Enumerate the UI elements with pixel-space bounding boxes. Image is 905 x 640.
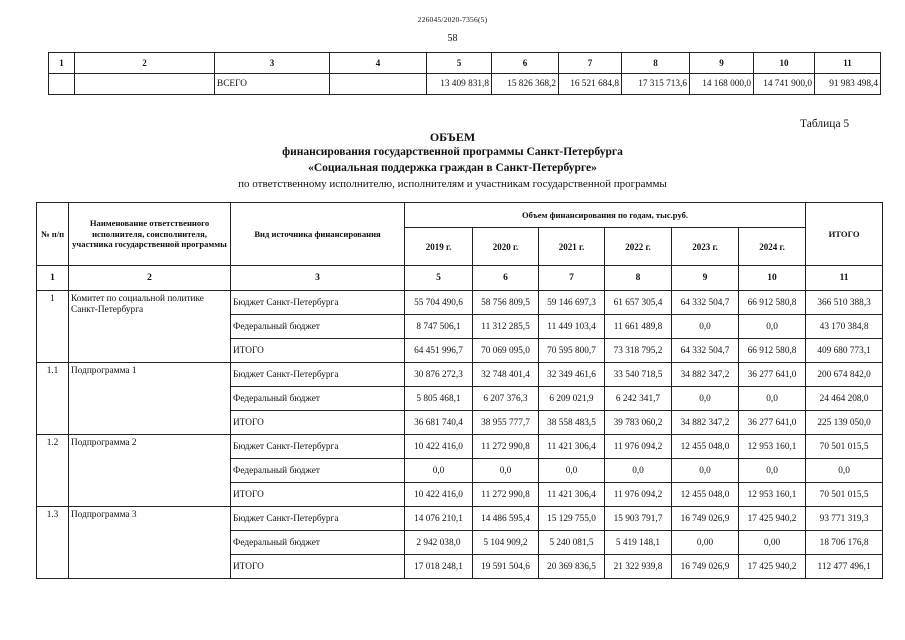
year-value: 0,0 — [539, 459, 605, 483]
executor-name: Подпрограмма 3 — [69, 507, 231, 579]
year-value: 5 419 148,1 — [605, 531, 672, 555]
year-value: 11 272 990,8 — [473, 483, 539, 507]
row-total: 112 477 496,1 — [806, 555, 883, 579]
column-number: 1 — [37, 266, 69, 291]
funding-source: Бюджет Санкт-Петербурга — [231, 507, 405, 531]
row-total: 225 139 050,0 — [806, 411, 883, 435]
year-value: 58 756 809,5 — [473, 291, 539, 315]
table-cell — [330, 74, 427, 95]
row-total: 43 170 384,8 — [806, 315, 883, 339]
row-code: 1.1 — [37, 363, 69, 435]
year-value: 0,0 — [672, 387, 739, 411]
funding-source: ИТОГО — [231, 555, 405, 579]
year-value: 16 749 026,9 — [672, 507, 739, 531]
continuation-table — [48, 52, 881, 95]
header-volume: Объем финансирования по годам, тыс.руб. — [405, 203, 806, 228]
year-value: 59 146 697,3 — [539, 291, 605, 315]
column-number: 11 — [806, 266, 883, 291]
year-value: 12 953 160,1 — [739, 435, 806, 459]
funding-source: Бюджет Санкт-Петербурга — [231, 435, 405, 459]
year-value: 12 953 160,1 — [739, 483, 806, 507]
executor-name: Подпрограмма 2 — [69, 435, 231, 507]
year-value: 11 976 094,2 — [605, 483, 672, 507]
continuation-header-row — [49, 53, 881, 74]
year-value: 0,00 — [672, 531, 739, 555]
year-value: 10 422 416,0 — [405, 435, 473, 459]
total-label: ВСЕГО — [215, 74, 330, 95]
year-value: 34 882 347,2 — [672, 411, 739, 435]
funding-source: ИТОГО — [231, 483, 405, 507]
year-value: 10 422 416,0 — [405, 483, 473, 507]
row-total: 409 680 773,1 — [806, 339, 883, 363]
year-value: 38 558 483,5 — [539, 411, 605, 435]
row-code: 1.2 — [37, 435, 69, 507]
year-value: 15 903 791,7 — [605, 507, 672, 531]
title-description: по ответственному исполнителю, исполнителям и участникам государственной программы — [238, 178, 667, 190]
year-value: 0,0 — [605, 459, 672, 483]
year-value: 19 591 504,6 — [473, 555, 539, 579]
year-value: 36 277 641,0 — [739, 363, 806, 387]
year-value: 11 449 103,4 — [539, 315, 605, 339]
year-value: 20 369 836,5 — [539, 555, 605, 579]
header-number: № п/п — [37, 203, 69, 266]
year-value: 66 912 580,8 — [739, 339, 806, 363]
year-value: 5 805 468,1 — [405, 387, 473, 411]
year-value: 11 976 094,2 — [605, 435, 672, 459]
row-total: 93 771 319,3 — [806, 507, 883, 531]
total-value: 14 741 900,0 — [754, 74, 815, 95]
funding-source: ИТОГО — [231, 411, 405, 435]
year-value: 12 455 048,0 — [672, 483, 739, 507]
funding-source: ИТОГО — [231, 339, 405, 363]
table-row — [37, 363, 883, 387]
column-number: 3 — [231, 266, 405, 291]
year-value: 36 681 740,4 — [405, 411, 473, 435]
year-value: 0,0 — [739, 315, 806, 339]
year-value: 0,0 — [739, 459, 806, 483]
year-value: 17 018 248,1 — [405, 555, 473, 579]
column-number: 7 — [539, 266, 605, 291]
header-source: Вид источника финансирования — [231, 203, 405, 266]
year-value: 8 747 506,1 — [405, 315, 473, 339]
column-number: 1 — [49, 53, 75, 74]
year-value: 2 942 038,0 — [405, 531, 473, 555]
year-value: 30 876 272,3 — [405, 363, 473, 387]
row-total: 200 674 842,0 — [806, 363, 883, 387]
column-number: 2 — [75, 53, 215, 74]
year-value: 5 104 909,2 — [473, 531, 539, 555]
year-value: 73 318 795,2 — [605, 339, 672, 363]
column-number: 11 — [815, 53, 881, 74]
total-value: 15 826 368,2 — [492, 74, 559, 95]
title-subheading: финансирования государственной программы Санкт-Петербурга — [282, 146, 623, 158]
column-number: 9 — [690, 53, 754, 74]
year-value: 33 540 718,5 — [605, 363, 672, 387]
total-value: 91 983 498,4 — [815, 74, 881, 95]
executor-name: Комитет по социальной политике Санкт-Петербурга — [69, 291, 231, 363]
header-year: 2020 г. — [473, 228, 539, 266]
year-value: 0,00 — [739, 531, 806, 555]
column-number: 4 — [330, 53, 427, 74]
year-value: 39 783 060,2 — [605, 411, 672, 435]
table-row — [37, 435, 883, 459]
year-value: 11 421 306,4 — [539, 435, 605, 459]
column-number: 7 — [559, 53, 622, 74]
year-value: 64 451 996,7 — [405, 339, 473, 363]
year-value: 21 322 939,8 — [605, 555, 672, 579]
year-value: 6 207 376,3 — [473, 387, 539, 411]
column-number: 8 — [605, 266, 672, 291]
year-value: 0,0 — [473, 459, 539, 483]
column-number: 8 — [622, 53, 690, 74]
total-value: 16 521 684,8 — [559, 74, 622, 95]
year-value: 38 955 777,7 — [473, 411, 539, 435]
funding-source: Федеральный бюджет — [231, 387, 405, 411]
row-total: 24 464 208,0 — [806, 387, 883, 411]
funding-source: Федеральный бюджет — [231, 315, 405, 339]
year-value: 61 657 305,4 — [605, 291, 672, 315]
year-value: 70 069 095,0 — [473, 339, 539, 363]
year-value: 0,0 — [405, 459, 473, 483]
year-value: 55 704 490,6 — [405, 291, 473, 315]
year-value: 6 242 341,7 — [605, 387, 672, 411]
year-value: 6 209 021,9 — [539, 387, 605, 411]
funding-source: Федеральный бюджет — [231, 459, 405, 483]
table-cell — [49, 74, 75, 95]
header-year: 2021 г. — [539, 228, 605, 266]
header-executor: Наименование ответственного исполнителя, соисполнителя, участника государственной программы — [69, 203, 231, 266]
year-value: 11 661 489,8 — [605, 315, 672, 339]
header-year: 2023 г. — [672, 228, 739, 266]
year-value: 15 129 755,0 — [539, 507, 605, 531]
funding-source: Бюджет Санкт-Петербурга — [231, 291, 405, 315]
year-value: 64 332 504,7 — [672, 291, 739, 315]
row-code: 1 — [37, 291, 69, 363]
year-value: 16 749 026,9 — [672, 555, 739, 579]
total-value: 17 315 713,6 — [622, 74, 690, 95]
header-year: 2024 г. — [739, 228, 806, 266]
header-year: 2022 г. — [605, 228, 672, 266]
column-number: 2 — [69, 266, 231, 291]
column-number-row — [37, 266, 883, 291]
title-heading: ОБЪЕМ — [429, 130, 476, 144]
year-value: 32 748 401,4 — [473, 363, 539, 387]
page-number: 58 — [447, 33, 458, 44]
year-value: 5 240 081,5 — [539, 531, 605, 555]
header-total: ИТОГО — [806, 203, 883, 266]
title-program-name: «Социальная поддержка граждан в Санкт-Петербурге» — [308, 162, 597, 174]
executor-name: Подпрограмма 1 — [69, 363, 231, 435]
year-value: 14 076 210,1 — [405, 507, 473, 531]
column-number: 3 — [215, 53, 330, 74]
table-row — [37, 291, 883, 315]
column-number: 10 — [739, 266, 806, 291]
header-row — [37, 203, 883, 228]
table-cell — [75, 74, 215, 95]
table-row — [37, 507, 883, 531]
column-number: 6 — [473, 266, 539, 291]
funding-table — [36, 202, 883, 579]
year-value: 11 312 285,5 — [473, 315, 539, 339]
row-code: 1.3 — [37, 507, 69, 579]
year-value: 0,0 — [672, 315, 739, 339]
year-value: 36 277 641,0 — [739, 411, 806, 435]
year-value: 11 272 990,8 — [473, 435, 539, 459]
year-value: 14 486 595,4 — [473, 507, 539, 531]
year-value: 17 425 940,2 — [739, 555, 806, 579]
row-total: 18 706 176,8 — [806, 531, 883, 555]
column-number: 5 — [405, 266, 473, 291]
year-value: 0,0 — [672, 459, 739, 483]
year-value: 70 595 800,7 — [539, 339, 605, 363]
column-number: 5 — [427, 53, 492, 74]
year-value: 17 425 940,2 — [739, 507, 806, 531]
year-value: 12 455 048,0 — [672, 435, 739, 459]
column-number: 10 — [754, 53, 815, 74]
total-row — [49, 74, 881, 95]
row-total: 0,0 — [806, 459, 883, 483]
total-value: 14 168 000,0 — [690, 74, 754, 95]
year-value: 11 421 306,4 — [539, 483, 605, 507]
total-value: 13 409 831,8 — [427, 74, 492, 95]
column-number: 6 — [492, 53, 559, 74]
row-total: 70 501 015,5 — [806, 483, 883, 507]
year-value: 34 882 347,2 — [672, 363, 739, 387]
column-number: 9 — [672, 266, 739, 291]
year-value: 32 349 461,6 — [539, 363, 605, 387]
document-id: 226045/2020-7356(5) — [417, 15, 488, 24]
year-value: 64 332 504,7 — [672, 339, 739, 363]
year-value: 66 912 580,8 — [739, 291, 806, 315]
table-label: Таблица 5 — [800, 118, 850, 130]
funding-source: Бюджет Санкт-Петербурга — [231, 363, 405, 387]
row-total: 366 510 388,3 — [806, 291, 883, 315]
funding-source: Федеральный бюджет — [231, 531, 405, 555]
header-year: 2019 г. — [405, 228, 473, 266]
year-value: 0,0 — [739, 387, 806, 411]
row-total: 70 501 015,5 — [806, 435, 883, 459]
